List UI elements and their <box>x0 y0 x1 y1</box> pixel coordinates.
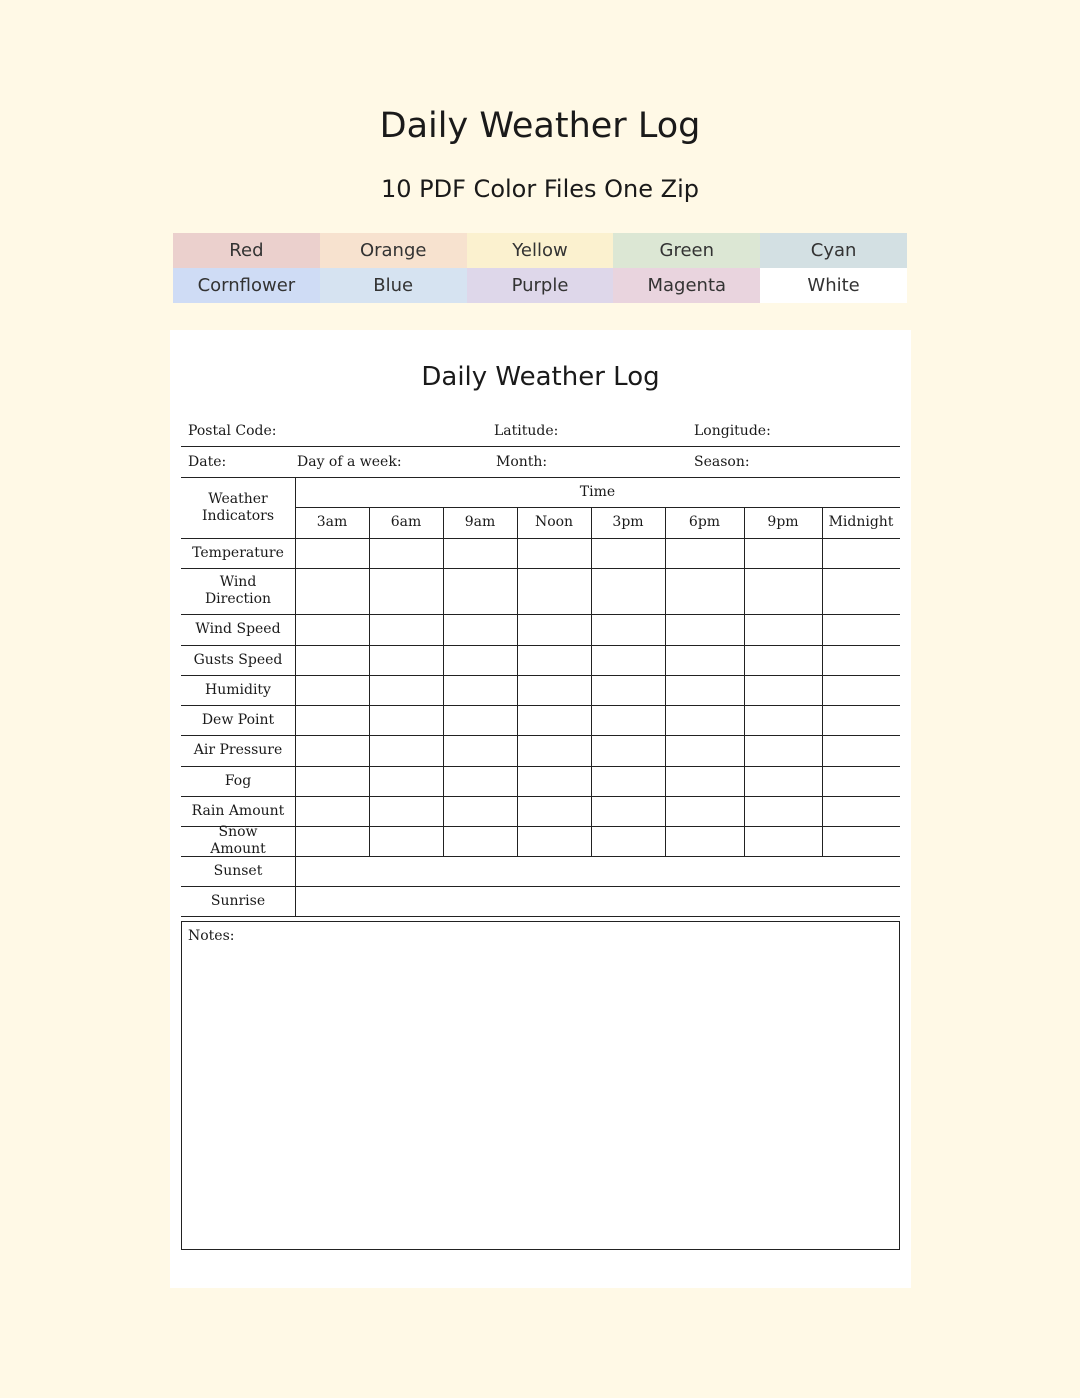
row-sunset: Sunset <box>213 862 263 879</box>
table-rule <box>517 538 518 856</box>
color-swatch-grid <box>173 233 907 303</box>
time-col-9pm: 9pm <box>767 514 799 530</box>
table-rule <box>181 766 900 767</box>
indicator-wind-speed: Wind Speed <box>195 621 281 637</box>
table-rule <box>181 538 900 539</box>
season-label: Season: <box>694 454 750 470</box>
date-label: Date: <box>188 454 227 470</box>
table-rule <box>181 916 900 917</box>
table-rule <box>591 507 592 538</box>
indicator-fog: Fog <box>224 772 252 789</box>
table-rule <box>517 507 518 538</box>
time-col-noon: Noon <box>534 514 574 530</box>
table-rule <box>181 477 900 478</box>
row-sunrise: Sunrise <box>210 892 266 909</box>
sheet-title: Daily Weather Log <box>421 362 660 392</box>
table-rule <box>591 538 592 856</box>
table-rule <box>181 675 900 676</box>
swatch-purple: Purple <box>467 268 614 303</box>
indicator-dew-point: Dew Point <box>201 711 275 728</box>
table-rule <box>369 538 370 856</box>
table-rule <box>181 645 900 646</box>
swatch-cornflower: Cornflower <box>173 268 320 303</box>
table-rule <box>181 568 900 569</box>
table-rule <box>181 614 900 615</box>
indicator-wind-direction: Wind Direction <box>204 574 272 607</box>
indicator-gusts-speed: Gusts Speed <box>193 651 283 668</box>
indicator-air-pressure: Air Pressure <box>193 742 283 758</box>
time-col-6am: 6am <box>390 514 422 530</box>
table-rule <box>822 507 823 538</box>
swatch-cyan: Cyan <box>760 233 907 268</box>
table-rule <box>369 507 370 538</box>
table-rule <box>665 507 666 538</box>
table-rule <box>181 826 900 827</box>
swatch-blue: Blue <box>320 268 467 303</box>
table-rule <box>443 507 444 538</box>
weather-indicators-header: Weather Indicators <box>201 491 275 524</box>
day-of-week-label: Day of a week: <box>297 454 402 470</box>
table-rule <box>744 507 745 538</box>
table-rule <box>822 538 823 856</box>
table-rule <box>181 796 900 797</box>
table-rule <box>181 735 900 736</box>
time-col-6pm: 6pm <box>688 514 721 530</box>
latitude-label: Latitude: <box>494 423 559 439</box>
table-rule <box>665 538 666 856</box>
time-col-3pm: 3pm <box>612 514 644 530</box>
table-rule <box>744 538 745 856</box>
table-rule <box>295 478 296 916</box>
weather-log-sheet <box>170 330 911 1288</box>
page-title: Daily Weather Log <box>379 106 701 146</box>
swatch-red: Red <box>173 233 320 268</box>
notes-box[interactable] <box>181 921 900 1250</box>
notes-label: Notes: <box>188 928 235 944</box>
swatch-orange: Orange <box>320 233 467 268</box>
indicator-temperature: Temperature <box>192 544 284 561</box>
indicator-snow-amount: Snow Amount <box>210 824 266 857</box>
swatch-green: Green <box>613 233 760 268</box>
month-label: Month: <box>496 454 548 470</box>
indicator-rain-amount: Rain Amount <box>191 802 285 819</box>
table-rule <box>181 705 900 706</box>
indicator-humidity: Humidity <box>205 681 271 698</box>
time-col-9am: 9am <box>464 514 496 530</box>
swatch-yellow: Yellow <box>467 233 614 268</box>
swatch-white: White <box>760 268 907 303</box>
longitude-label: Longitude: <box>694 423 771 439</box>
postal-code-label: Postal Code: <box>188 423 277 439</box>
time-col-midnight: Midnight <box>828 514 894 530</box>
time-col-3am: 3am <box>316 514 348 530</box>
swatch-magenta: Magenta <box>613 268 760 303</box>
page-subtitle: 10 PDF Color Files One Zip <box>381 175 699 203</box>
table-rule <box>443 538 444 856</box>
time-header: Time <box>579 484 616 500</box>
